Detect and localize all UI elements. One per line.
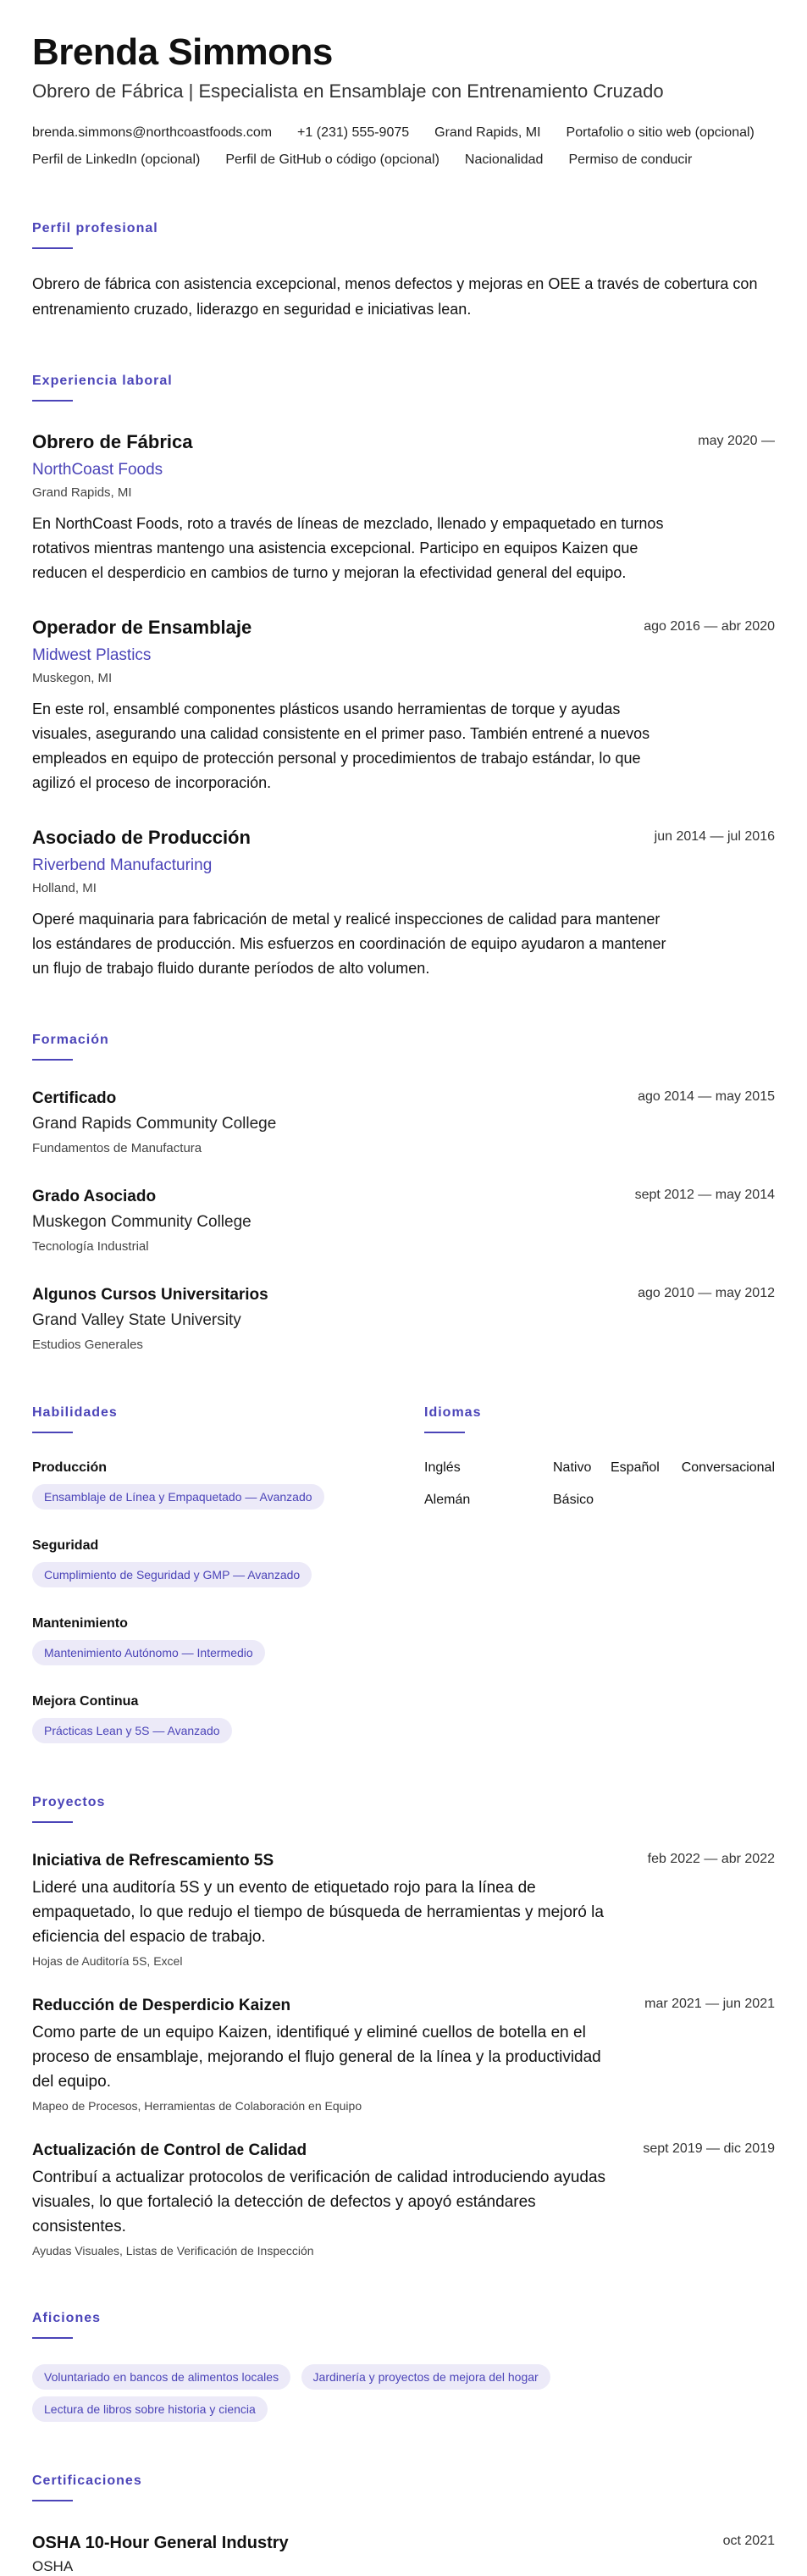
skill-group	[32, 1459, 424, 1510]
language-level: Básico	[553, 1493, 594, 1507]
section-title-projects: Proyectos	[32, 1795, 106, 1809]
candidate-name: Brenda Simmons	[32, 31, 333, 73]
language-row	[424, 1491, 775, 1510]
languages-section	[424, 1404, 775, 1743]
section-title-hobbies: Aficiones	[32, 2311, 102, 2325]
certification-date: oct 2021	[722, 2534, 775, 2548]
experience-entry	[32, 616, 775, 795]
section-title-skills: Habilidades	[32, 1405, 118, 1420]
project-description: Contribuí a actualizar protocolos de verificación de calidad introduciendo ayudas visuales, lo que fortaleció la detección de defectos y apoyó estándares consistentes.	[32, 2169, 606, 2235]
contact-email[interactable]: brenda.simmons@northcoastfoods.com	[32, 125, 273, 140]
certification-name: OSHA 10-Hour General Industry	[32, 2534, 289, 2552]
job-description: En este rol, ensamblé componentes plásticos usando herramientas de torque y ayudas visuales, asegurando una calidad consistente en el primer paso. También entrené a nuevos empleados en equipo de protección personal y procedimientos de trabajo estándar, lo que agilizó el proceso de incorporación.	[32, 701, 650, 791]
job-title: Asociado de Producción	[32, 827, 251, 848]
contact-phone[interactable]: +1 (231) 555-9075	[297, 125, 410, 140]
job-date: jun 2014 — jul 2016	[654, 829, 775, 844]
education-field: Tecnología Industrial	[32, 1239, 149, 1254]
section-title-education: Formación	[32, 1033, 109, 1047]
project-tools: Mapeo de Procesos, Herramientas de Colaboración en Equipo	[32, 2099, 362, 2113]
hobby-chip: Voluntariado en bancos de alimentos locales	[32, 2364, 290, 2390]
contact-nationality: Nacionalidad	[464, 152, 544, 167]
experience-entry	[32, 826, 775, 981]
section-divider	[424, 1432, 465, 1433]
job-description: Operé maquinaria para fabricación de metal y realicé inspecciones de calidad para mantener los estándares de producción. Mis esfuerzos en coordinación de equipo ayudaron a mantener un flujo de trabajo fluido durante períodos de alto volumen.	[32, 911, 666, 977]
section-title-summary: Perfil profesional	[32, 221, 158, 235]
hobby-chip: Lectura de libros sobre historia y ciencia	[32, 2396, 268, 2422]
education-date: ago 2010 — may 2012	[638, 1286, 775, 1300]
project-title: Actualización de Control de Calidad	[32, 2141, 307, 2159]
candidate-headline: Obrero de Fábrica | Especialista en Ensamblaje con Entrenamiento Cruzado	[32, 80, 664, 102]
skill-group-name: Mejora Continua	[32, 1694, 139, 1709]
contact-location: Grand Rapids, MI	[434, 125, 541, 140]
contact-github[interactable]: Perfil de GitHub o código (opcional)	[225, 152, 439, 167]
section-divider	[32, 2337, 73, 2339]
education-date: sept 2012 — may 2014	[634, 1188, 775, 1202]
section-title-certifications: Certificaciones	[32, 2474, 142, 2488]
language-name: Alemán	[424, 1493, 471, 1507]
certification-entry	[32, 2532, 775, 2576]
job-company: Midwest Plastics	[32, 646, 152, 664]
language-row	[424, 1459, 775, 1477]
education-field: Estudios Generales	[32, 1338, 143, 1352]
skill-group	[32, 1537, 424, 1587]
experience-section	[32, 373, 775, 981]
hobby-list	[32, 2357, 777, 2422]
language-level: Nativo	[553, 1460, 592, 1475]
project-date: mar 2021 — jun 2021	[644, 1997, 775, 2011]
section-divider	[32, 2500, 73, 2501]
job-location: Holland, MI	[32, 881, 97, 895]
skill-group-name: Seguridad	[32, 1538, 99, 1553]
skill-chip: Mantenimiento Autónomo — Intermedio	[32, 1640, 265, 1665]
job-title: Operador de Ensamblaje	[32, 617, 252, 638]
job-description: En NorthCoast Foods, roto a través de líneas de mezclado, llenado y empaquetado en turnos rotativos mientras mantengo una asistencia excepcional. Participo en equipos Kaizen que reducen el desperdicio en cambios de turno y mejoran la efectividad general del equipo.	[32, 515, 664, 581]
section-divider	[32, 1432, 73, 1433]
section-divider	[32, 400, 73, 402]
project-title: Reducción de Desperdicio Kaizen	[32, 1997, 291, 2014]
education-field: Fundamentos de Manufactura	[32, 1141, 202, 1155]
skill-chip: Prácticas Lean y 5S — Avanzado	[32, 1718, 232, 1743]
project-tools: Ayudas Visuales, Listas de Verificación de Inspección	[32, 2244, 314, 2257]
experience-entry	[32, 430, 775, 585]
job-title: Obrero de Fábrica	[32, 431, 193, 452]
section-divider	[32, 1059, 73, 1061]
contact-info	[32, 124, 777, 169]
job-company: NorthCoast Foods	[32, 461, 163, 479]
education-entry	[32, 1284, 775, 1354]
job-location: Muskegon, MI	[32, 671, 113, 685]
project-entry	[32, 2140, 775, 2259]
section-divider	[32, 247, 73, 249]
language-level: Conversacional	[681, 1460, 775, 1475]
education-degree: Certificado	[32, 1089, 117, 1107]
job-company: Riverbend Manufacturing	[32, 856, 213, 874]
language-name: Español	[611, 1460, 660, 1475]
education-school: Grand Rapids Community College	[32, 1115, 277, 1133]
hobbies-section	[32, 2310, 775, 2422]
job-date: ago 2016 — abr 2020	[644, 619, 775, 634]
contact-license: Permiso de conducir	[568, 152, 693, 167]
project-date: sept 2019 — dic 2019	[643, 2141, 775, 2156]
projects-section	[32, 1794, 775, 2259]
certifications-section	[32, 2473, 775, 2576]
hobby-chip: Jardinería y proyectos de mejora del hogar	[301, 2364, 550, 2390]
education-entry	[32, 1088, 775, 1157]
skill-chip: Cumplimiento de Seguridad y GMP — Avanzado	[32, 1562, 312, 1587]
skill-chip: Ensamblaje de Línea y Empaquetado — Avanzado	[32, 1484, 324, 1510]
job-date: may 2020 —	[698, 434, 775, 448]
skill-group-name: Producción	[32, 1460, 108, 1475]
project-entry	[32, 1995, 775, 2114]
resume-header	[32, 30, 775, 169]
education-school: Grand Valley State University	[32, 1311, 241, 1329]
education-entry	[32, 1186, 775, 1255]
skill-group	[32, 1615, 424, 1665]
language-name: Inglés	[424, 1460, 461, 1475]
education-degree: Grado Asociado	[32, 1188, 157, 1205]
summary-text: Obrero de fábrica con asistencia excepcional, menos defectos y mejoras en OEE a través de cobertura con entrenamiento cruzado, liderazgo en seguridad e iniciativas lean.	[32, 275, 758, 318]
project-description: Como parte de un equipo Kaizen, identifiqué y eliminé cuellos de botella en el proceso de ensamblaje, mejorando el flujo general de la línea y la productividad del equipo.	[32, 2024, 601, 2091]
project-date: feb 2022 — abr 2022	[647, 1852, 775, 1866]
education-school: Muskegon Community College	[32, 1213, 251, 1231]
contact-linkedin[interactable]: Perfil de LinkedIn (opcional)	[32, 152, 201, 167]
contact-portfolio[interactable]: Portafolio o sitio web (opcional)	[566, 125, 754, 140]
project-tools: Hojas de Auditoría 5S, Excel	[32, 1954, 183, 1968]
section-title-languages: Idiomas	[424, 1405, 482, 1420]
project-title: Iniciativa de Refrescamiento 5S	[32, 1852, 274, 1870]
education-date: ago 2014 — may 2015	[638, 1089, 775, 1104]
certification-issuer: OSHA	[32, 2558, 74, 2574]
education-section	[32, 1032, 775, 1354]
skills-languages-row	[32, 1404, 775, 1743]
section-title-experience: Experiencia laboral	[32, 374, 173, 388]
project-description: Lideré una auditoría 5S y un evento de etiquetado rojo para la línea de empaquetado, lo que redujo el tiempo de búsqueda de herramientas y mejoró la eficiencia del espacio de trabajo.	[32, 1879, 604, 1946]
project-entry	[32, 1850, 775, 1969]
section-divider	[32, 1821, 73, 1823]
education-degree: Algunos Cursos Universitarios	[32, 1286, 268, 1304]
summary-section	[32, 220, 775, 322]
skill-group-name: Mantenimiento	[32, 1616, 128, 1631]
job-location: Grand Rapids, MI	[32, 485, 132, 500]
skill-group	[32, 1692, 424, 1743]
skills-section	[32, 1404, 424, 1743]
